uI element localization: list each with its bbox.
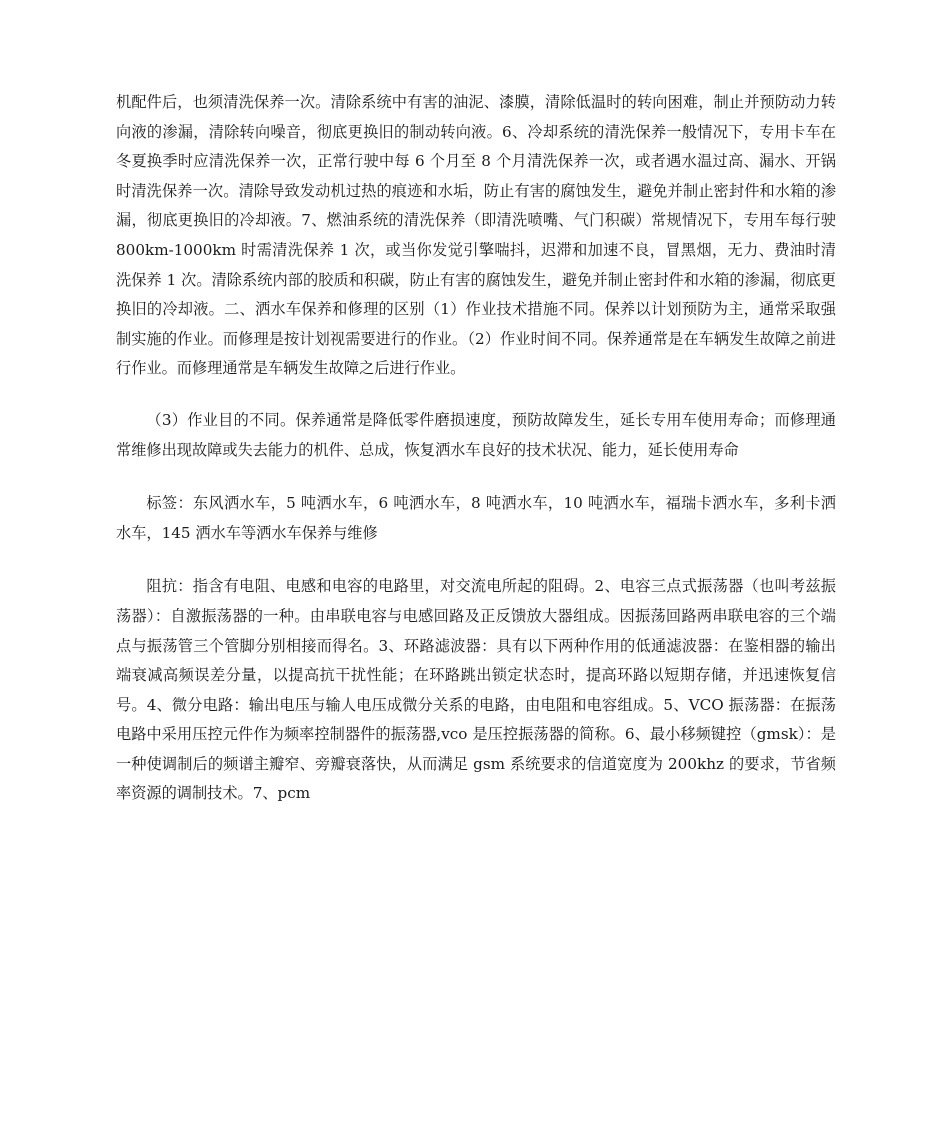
document-body <box>116 88 836 809</box>
paragraph-tags: 标签：东风洒水车，5 吨洒水车，6 吨洒水车，8 吨洒水车，10 吨洒水车，福瑞卡洒水车，多利卡洒水车，145 洒水车等洒水车保养与维修 <box>116 494 836 542</box>
paragraph-purpose-difference: （3）作业目的不同。保养通常是降低零件磨损速度，预防故障发生，延长专用车使用寿命；而修理通常维修出现故障或失去能力的机件、总成，恢复洒水车良好的技术状况、能力，延长使用寿命 <box>116 410 836 459</box>
paragraph-impedance-glossary: 阻抗：指含有电阻、电感和电容的电路里，对交流电所起的阻碍。2、电容三点式振荡器（也叫考兹振荡器）：自激振荡器的一种。由串联电容与电感回路及正反馈放大器组成。因振荡回路两串联电容的三个端点与振荡管三个管脚分别相接而得名。3、环路滤波器：具有以下两种作用的低通滤波器：在鉴相器的输出端衰减高频误差分量，以提高抗干扰性能；在环路跳出锁定状态时，提高环路以短期存储，并迅速恢复信号。4、微分电路：输出电压与输人电压成微分关系的电路，由电阻和电容组成。5、VCO 振荡器：在振荡电路中采用压控元件作为频率控制器件的振荡器,vco 是压控振荡器的简称。6、最小移频键控（gmsk）：是一种使调制后的频谱主瓣窄、旁瓣衰落快，从而满足 gsm 系统要求的信道宽度为 200khz 的要求，节省频率资源的调制技术。7、pcm <box>116 577 836 803</box>
paragraph-maintenance-cleaning: 机配件后，也须清洗保养一次。清除系统中有害的油泥、漆膜，清除低温时的转向困难，制止并预防动力转向液的渗漏，清除转向噪音，彻底更换旧的制动转向液。6、冷却系统的清洗保养一般情况下，专用卡车在冬夏换季时应清洗保养一次，正常行驶中每 6 个月至 8 个月清洗保养一次，或者遇水温过高、漏水、开锅时清洗保养一次。清除导致发动机过热的痕迹和水垢，防止有害的腐蚀发生，避免并制止密封件和水箱的渗漏，彻底更换旧的冷却液。7、燃油系统的清洗保养（即清洗喷嘴、气门积碳）常规情况下，专用车每行驶 800km-1000km 时需清洗保养 1 次，或当你发觉引擎喘抖，迟滞和加速不良，冒黑烟，无力、费油时清洗保养 1 次。清除系统内部的胶质和积碳，防止有害的腐蚀发生，避免并制止密封件和水箱的渗漏，彻底更换旧的冷却液。二、洒水车保养和修理的区别（1）作业技术措施不同。保养以计划预防为主，通常采取强制实施的作业。而修理是按计划视需要进行的作业。（2）作业时间不同。保养通常是在车辆发生故障之前进行作业。而修理通常是车辆发生故障之后进行作业。 <box>116 93 836 378</box>
